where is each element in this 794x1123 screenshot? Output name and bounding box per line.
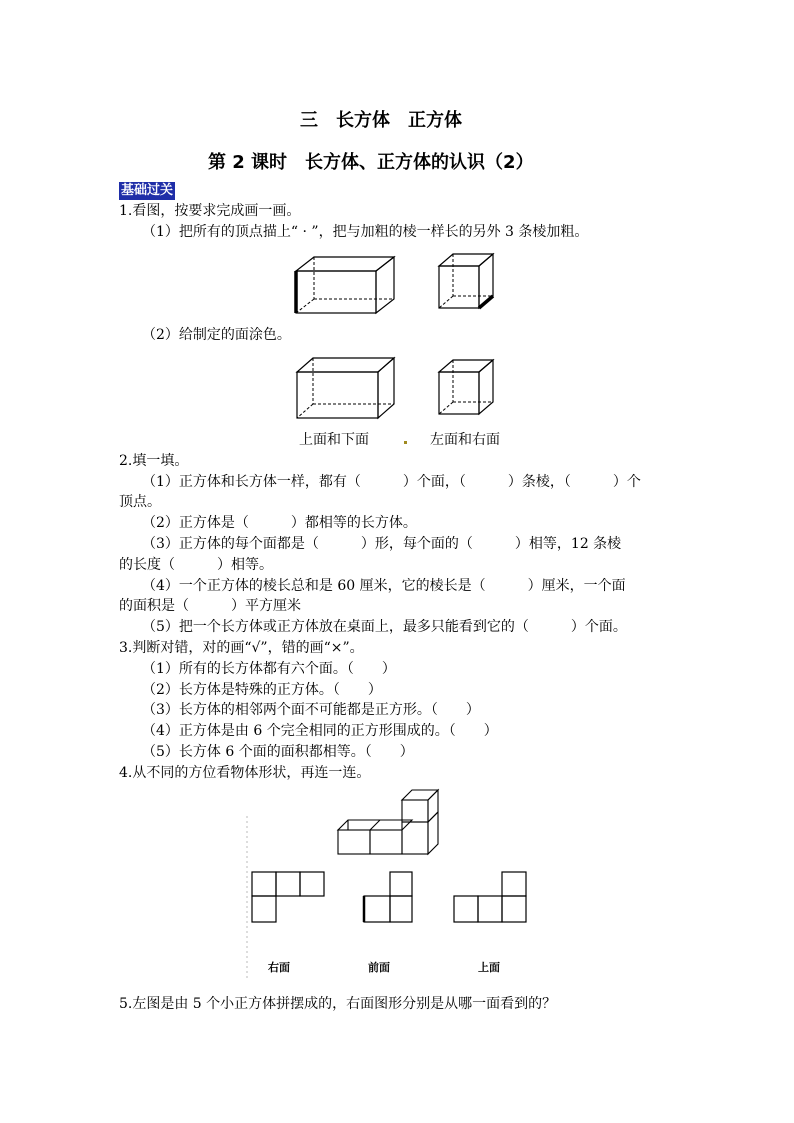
section-badge: 基础过关 bbox=[121, 183, 174, 198]
q2-line-4: （4）一个正方体的棱长总和是 60 厘米，它的棱长是（ ）厘米，一个面 bbox=[142, 578, 626, 594]
q1-part1: （1）把所有的顶点描上“ · ”，把与加粗的棱一样长的另外 3 条棱加粗。 bbox=[142, 224, 589, 240]
q3-line-3: （3）长方体的相邻两个面不可能都是正方形。（ ） bbox=[142, 702, 480, 718]
q1-part2: （2）给制定的面涂色。 bbox=[142, 327, 291, 343]
unit-title: 三 长方体 正方体 bbox=[300, 110, 462, 131]
lesson-title: 第 2 课时 长方体、正方体的认识（2） bbox=[208, 152, 534, 173]
stray-dot-mark bbox=[404, 441, 407, 444]
q2-line-3: （3）正方体的每个面都是（ ）形，每个面的（ ）相等，12 条棱 bbox=[142, 536, 622, 552]
cuboid-figure-2 bbox=[292, 356, 404, 420]
cube-figure-1 bbox=[436, 252, 498, 312]
cuboid-figure-1 bbox=[290, 255, 405, 315]
q3-line-4: （4）正方体是由 6 个完全相同的正方形围成的。（ ） bbox=[142, 723, 498, 739]
view-label-top: 上面 bbox=[478, 961, 500, 974]
label-left-right: 左面和右面 bbox=[430, 432, 500, 448]
q2-line-3b: 的长度（ ）相等。 bbox=[119, 557, 273, 573]
cube-stack-figure bbox=[244, 786, 544, 986]
q2-line-5: （5）把一个长方体或正方体放在桌面上，最多只能看到它的（ ）个面。 bbox=[142, 619, 627, 635]
view-label-front: 前面 bbox=[368, 961, 390, 974]
cube-figure-2 bbox=[436, 358, 498, 418]
q2-line-4b: 的面积是（ ）平方厘米 bbox=[119, 598, 301, 614]
label-top-bottom: 上面和下面 bbox=[299, 432, 369, 448]
q2-line-1: （1）正方体和长方体一样，都有（ ）个面，（ ）条棱，（ ）个 bbox=[142, 474, 641, 490]
q1-prompt: 1.看图，按要求完成画一画。 bbox=[119, 203, 301, 219]
view-label-right: 右面 bbox=[268, 961, 290, 974]
q2-line-2: （2）正方体是（ ）都相等的长方体。 bbox=[142, 515, 417, 531]
q3-line-5: （5）长方体 6 个面的面积都相等。（ ） bbox=[142, 744, 414, 760]
q3-line-1: （1）所有的长方体都有六个面。（ ） bbox=[142, 661, 396, 677]
q4-prompt: 4.从不同的方位看物体形状，再连一连。 bbox=[119, 765, 371, 781]
q3-line-2: （2）长方体是特殊的正方体。（ ） bbox=[142, 682, 382, 698]
q3-prompt: 3.判断对错，对的画“√”，错的画“×”。 bbox=[119, 640, 364, 656]
q5-prompt: 5.左图是由 5 个小正方体拼摆成的，右面图形分别是从哪一面看到的？ bbox=[119, 996, 557, 1012]
q2-prompt: 2.填一填。 bbox=[119, 453, 189, 469]
q2-line-1b: 顶点。 bbox=[119, 494, 161, 510]
